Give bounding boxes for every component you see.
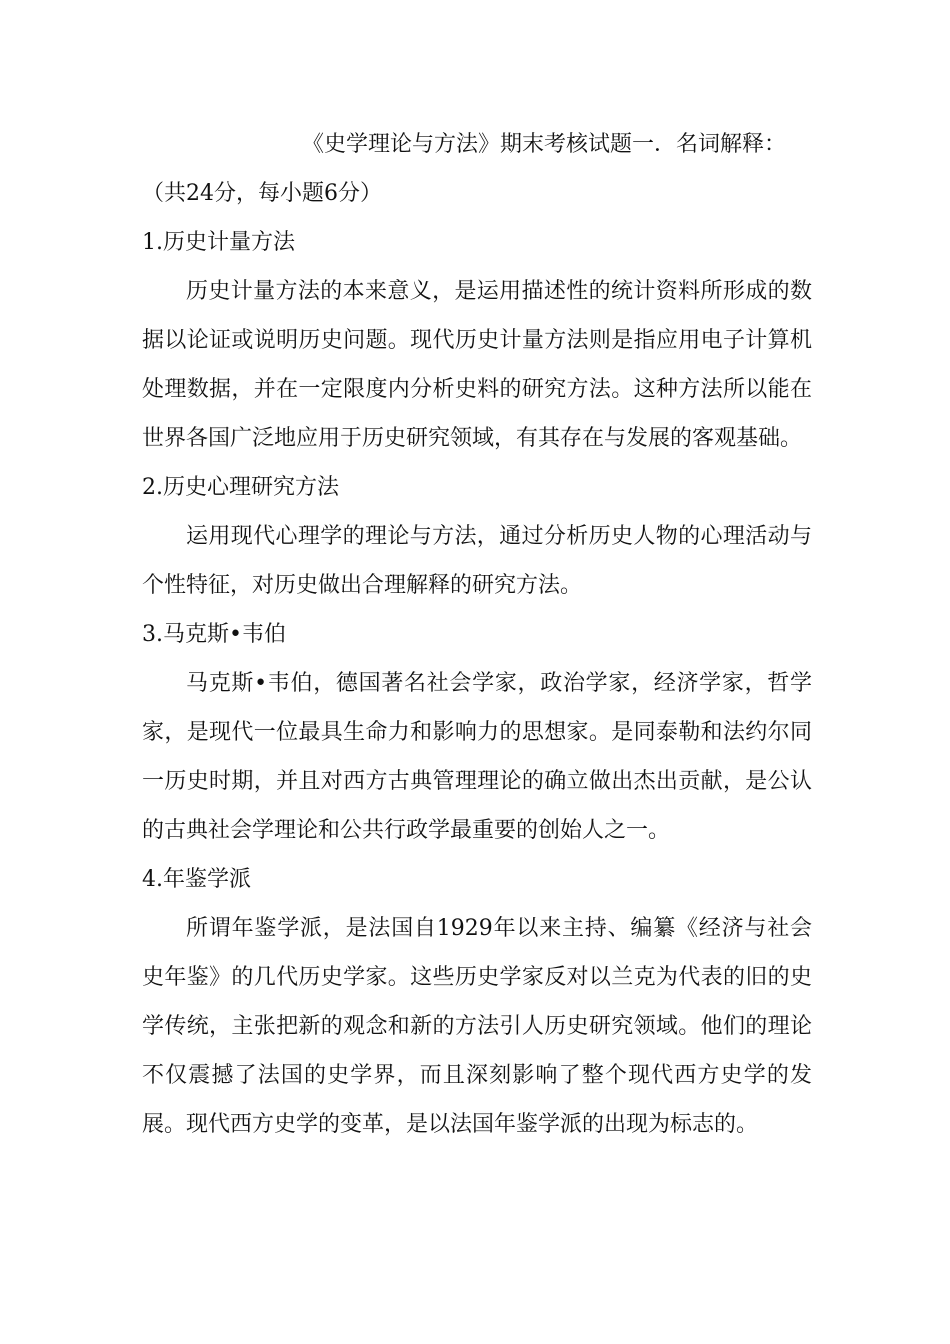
term-heading: 4.年鉴学派 — [142, 867, 251, 892]
term-item-3 — [142, 610, 812, 855]
term-item-2 — [142, 463, 812, 610]
term-definition: 马克斯•韦伯，德国著名社会学家，政治学家，经济学家，哲学家，是现代一位最具生命力和影响力的思想家。是同泰勒和法约尔同一历史时期，并且对西方古典管理理论的确立做出杰出贡献，是公认的古典社会学理论和公共行政学最重要的创始人之一。 — [142, 671, 812, 843]
term-definition: 运用现代心理学的理论与方法，通过分析历史人物的心理活动与个性特征，对历史做出合理解释的研究方法。 — [142, 524, 812, 598]
document-title: 《史学理论与方法》期末考核试题一．名词解释： — [302, 132, 787, 157]
term-heading: 3.马克斯•韦伯 — [142, 622, 286, 647]
term-definition: 历史计量方法的本来意义，是运用描述性的统计资料所形成的数据以论证或说明历史问题。现代历史计量方法则是指应用电子计算机处理数据，并在一定限度内分析史料的研究方法。这种方法所以能在世界各国广泛地应用于历史研究领域，有其存在与发展的客观基础。 — [142, 279, 812, 451]
document-page — [142, 120, 812, 1149]
term-item-4 — [142, 855, 812, 1149]
term-item-1 — [142, 218, 812, 463]
term-definition: 所谓年鉴学派，是法国自1929年以来主持、编纂《经济与社会史年鉴》的几代历史学家。这些历史学家反对以兰克为代表的旧的史学传统，主张把新的观念和新的方法引人历史研究领域。他们的理论不仅震撼了法国的史学界，而且深刻影响了整个现代西方史学的发展。现代西方史学的变革，是以法国年鉴学派的出现为标志的。 — [142, 916, 812, 1137]
document-subtitle: （共24分，每小题6分） — [142, 181, 382, 206]
term-heading: 1.历史计量方法 — [142, 230, 295, 255]
term-heading: 2.历史心理研究方法 — [142, 475, 339, 500]
